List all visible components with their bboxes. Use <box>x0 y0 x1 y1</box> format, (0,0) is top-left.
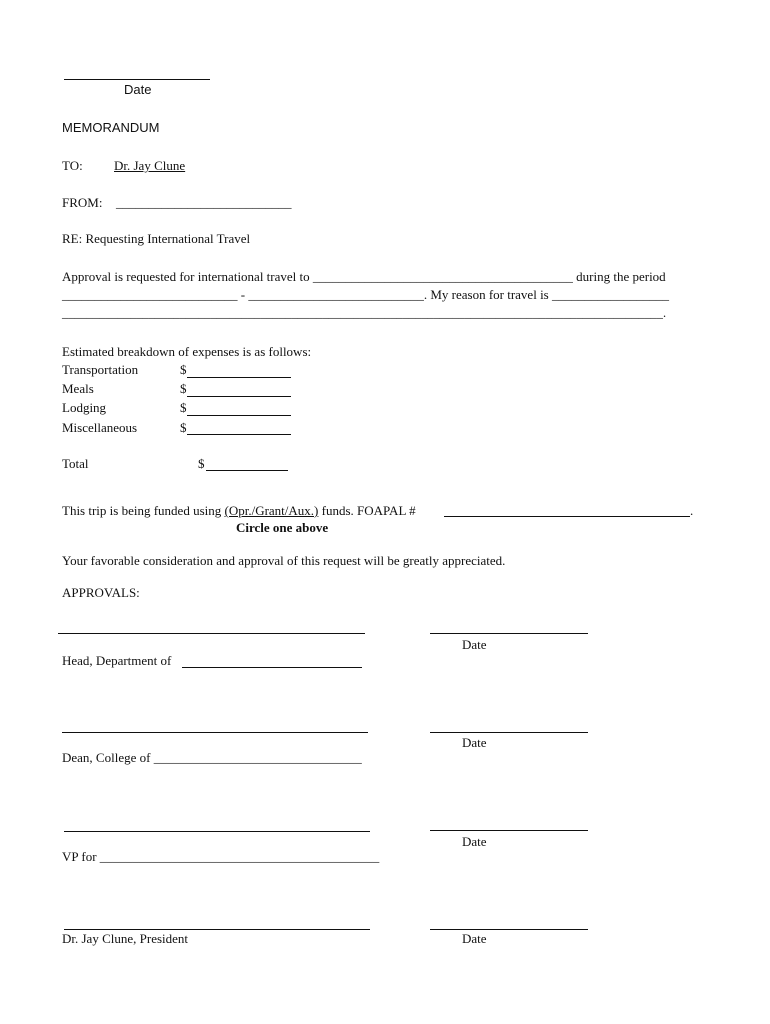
expense-field-miscellaneous[interactable] <box>187 434 291 435</box>
memo-title: MEMORANDUM <box>62 120 160 135</box>
funding-options[interactable]: (Opr./Grant/Aux.) <box>224 503 319 518</box>
dean-label[interactable]: Dean, College of ________________________________ <box>62 750 362 765</box>
foapal-field[interactable] <box>444 516 690 517</box>
expense-label-meals: Meals <box>62 381 94 396</box>
expenses-heading: Estimated breakdown of expenses is as follows: <box>62 344 312 359</box>
expense-label-miscellaneous: Miscellaneous <box>62 420 138 435</box>
expense-currency: $ <box>180 362 187 377</box>
date-label: Date <box>124 82 152 97</box>
head-department-field[interactable] <box>182 667 362 668</box>
dean-signature-line[interactable] <box>62 732 368 733</box>
total-currency: $ <box>198 456 205 471</box>
president-date-line[interactable] <box>430 929 588 930</box>
approval-line-3[interactable]: _________________________________________________________________________________________________. <box>62 306 667 320</box>
president-signature-line[interactable] <box>64 929 370 930</box>
vp-signature-line[interactable] <box>64 831 370 832</box>
head-label: Head, Department of <box>62 653 172 668</box>
from-label: FROM: <box>62 195 103 210</box>
funding-middle: funds. FOAPAL # <box>318 503 416 518</box>
approvals-heading: APPROVALS: <box>62 585 140 600</box>
expense-currency: $ <box>180 420 187 435</box>
date-label: Date <box>462 931 487 946</box>
president-label: Dr. Jay Clune, President <box>62 931 189 946</box>
re-line: RE: Requesting International Travel <box>62 231 251 246</box>
expense-label-transportation: Transportation <box>62 362 139 377</box>
expense-currency: $ <box>180 400 187 415</box>
expense-field-transportation[interactable] <box>187 377 291 378</box>
funding-prefix: This trip is being funded using <box>62 503 225 518</box>
date-label: Date <box>462 834 487 849</box>
funding-note: Circle one above <box>236 520 329 535</box>
to-label: TO: <box>62 158 83 173</box>
funding-end: . <box>690 503 694 518</box>
vp-label[interactable]: VP for ___________________________________________ <box>62 849 380 864</box>
expense-field-lodging[interactable] <box>187 415 291 416</box>
closing-text: Your favorable consideration and approval of this request will be greatly appreciated. <box>62 553 506 568</box>
total-field[interactable] <box>206 470 288 471</box>
vp-date-line[interactable] <box>430 830 588 831</box>
date-label: Date <box>462 637 487 652</box>
dean-date-line[interactable] <box>430 732 588 733</box>
expense-field-meals[interactable] <box>187 396 291 397</box>
date-signature-line <box>64 79 210 80</box>
approval-line-1[interactable]: Approval is requested for international travel to ________________________________________ during the period <box>62 269 666 284</box>
total-label: Total <box>62 456 89 471</box>
expense-label-lodging: Lodging <box>62 400 107 415</box>
head-signature-line[interactable] <box>58 633 365 634</box>
to-value: Dr. Jay Clune <box>114 158 186 173</box>
head-date-line[interactable] <box>430 633 588 634</box>
date-label: Date <box>462 735 487 750</box>
from-field[interactable]: ___________________________ <box>116 195 292 210</box>
approval-line-2[interactable]: ___________________________ - ___________________________. My reason for travel is __________________ <box>62 287 669 302</box>
expense-currency: $ <box>180 381 187 396</box>
funding-line <box>62 503 416 519</box>
